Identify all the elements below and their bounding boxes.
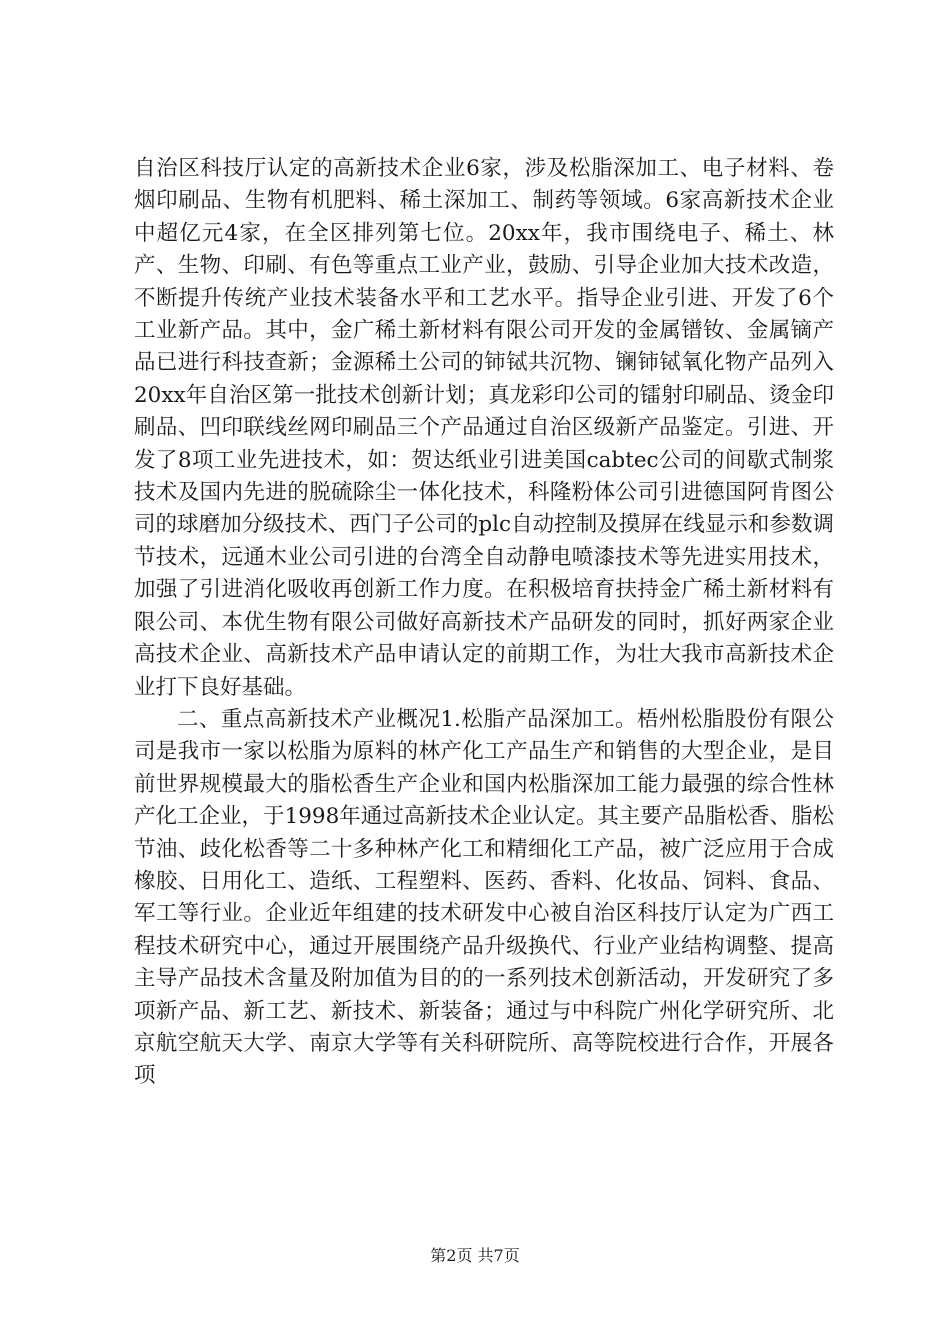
document-body xyxy=(134,153,834,1093)
page-number-footer: 第2页 共7页 xyxy=(430,1246,520,1265)
paragraph-2: 二、重点高新技术产业概况1.松脂产品深加工。梧州松脂股份有限公司是我市一家以松脂为原料的林产化工产品生产和销售的大型企业，是目前世界规模最大的脂松香生产企业和国内松脂深加工能力最强的综合性林产化工企业，于1998年通过高新技术企业认定。其主要产品脂松香、脂松节油、歧化松香等二十多种林产化工和精细化工产品，被广泛应用于合成橡胶、日用化工、造纸、工程塑料、医药、香料、化妆品、饲料、食品、军工等行业。企业近年组建的技术研发中心被自治区科技厅认定为广西工程技术研究中心，通过开展围绕产品升级换代、行业产业结构调整、提高主导产品技术含量及附加值为目的的一系列技术创新活动，开发研究了多项新产品、新工艺、新技术、新装备；通过与中科院广州化学研究所、北京航空航天大学、南京大学等有关科研院所、高等院校进行合作，开展各项 xyxy=(134,706,834,1089)
paragraph-1: 自治区科技厅认定的高新技术企业6家，涉及松脂深加工、电子材料、卷烟印刷品、生物有机肥料、稀土深加工、制药等领域。6家高新技术企业中超亿元4家，在全区排列第七位。20xx年，我市围绕电子、稀土、林产、生物、印刷、有色等重点工业产业，鼓励、引导企业加大技术改造，不断提升传统产业技术装备水平和工艺水平。指导企业引进、开发了6个工业新产品。其中，金广稀土新材料有限公司开发的金属镨钕、金属镝产品已进行科技查新；金源稀土公司的铈铽共沉物、镧铈铽氧化物产品列入20xx年自治区第一批技术创新计划；真龙彩印公司的镭射印刷品、烫金印刷品、凹印联线丝网印刷品三个产品通过自治区级新产品鉴定。引进、开发了8项工业先进技术，如：贺达纸业引进美国cabtec公司的间歇式制浆技术及国内先进的脱硫除尘一体化技术，科隆粉体公司引进德国阿肯图公司的球磨加分级技术、西门子公司的plc自动控制及摸屏在线显示和参数调节技术，远通木业公司引进的台湾全自动静电喷漆技术等先进实用技术，加强了引进消化吸收再创新工作力度。在积极培育扶持金广稀土新材料有限公司、本优生物有限公司做好高新技术产品研发的同时，抓好两家企业高技术企业、高新技术产品申请认定的前期工作，为壮大我市高新技术企业打下良好基础。 xyxy=(134,156,834,700)
